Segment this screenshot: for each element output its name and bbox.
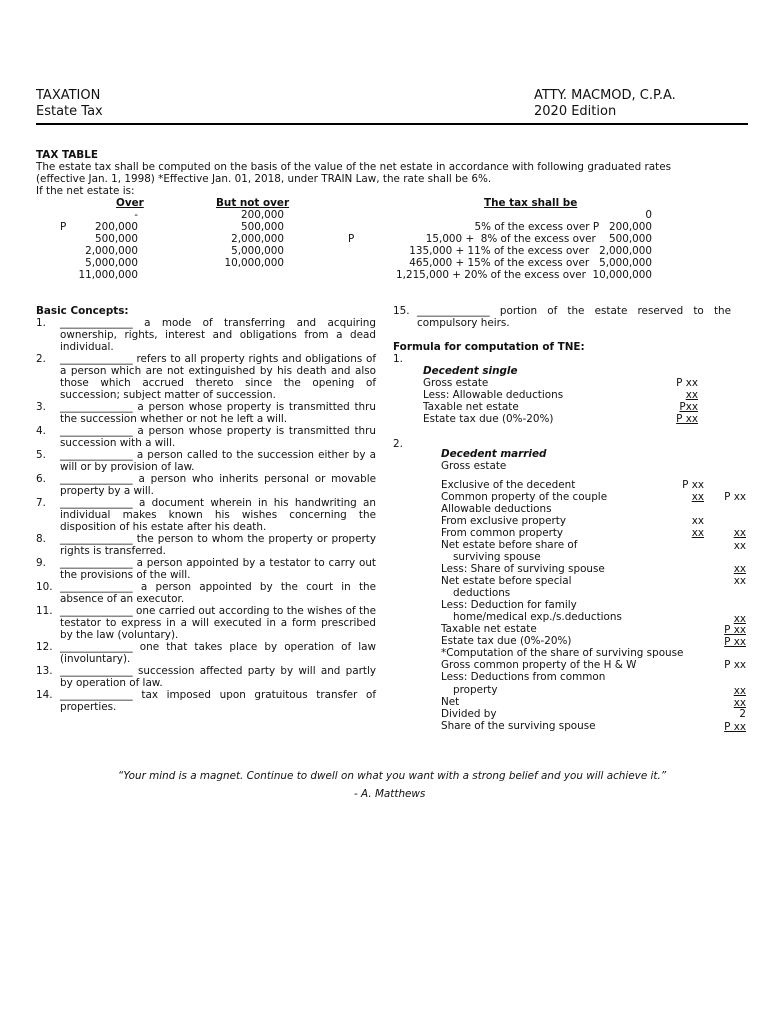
tax-row-tax: 0: [645, 209, 652, 221]
net-estate-before-special: Net estate before special: [441, 575, 572, 587]
tax-row-not-over: 200,000: [241, 209, 284, 221]
basic-concepts-list: [36, 317, 376, 713]
divided-by-value: 2: [739, 708, 746, 720]
less-share-label: Less: Share of surviving spouse: [441, 563, 605, 575]
header-rule: [36, 123, 748, 125]
tax-row-not-over: 2,000,000: [231, 233, 284, 245]
item-number: 15.: [393, 305, 410, 317]
item-text: ______________ tax imposed upon gratuitous transfer of properties.: [60, 689, 376, 713]
net-estate-before-share-value: xx: [733, 540, 746, 552]
item-number: 14.: [36, 689, 53, 701]
doc-topic: Estate Tax: [36, 104, 103, 119]
married-row-label: Exclusive of the decedent: [441, 479, 576, 491]
decedent-single-heading: Decedent single: [423, 365, 518, 377]
tax-row-over: 2,000,000: [85, 245, 138, 257]
divided-by-label: Divided by: [441, 708, 497, 720]
concept-item: [36, 533, 376, 557]
quote-text: “Your mind is a magnet. Continue to dwell on what you want with a strong belief and you will achieve it.”: [117, 770, 667, 782]
single-row-value: Pxx: [679, 401, 698, 413]
intro-line: The estate tax shall be computed on the basis of the value of the net estate in accordance with following graduated rates: [36, 161, 671, 173]
single-row-value: P xx: [676, 377, 698, 389]
concept-item: [36, 557, 376, 581]
item-number: 3.: [36, 401, 46, 413]
tax-row-over: 11,000,000: [78, 269, 138, 281]
single-row-label: Gross estate: [423, 377, 489, 389]
less-share-value: xx: [733, 563, 746, 575]
intro-line: If the net estate is:: [36, 185, 135, 197]
item-text: ______________ a document wherein in his handwriting an individual makes known his wishes concerning the disposition of his estate after his death.: [60, 497, 376, 533]
net-value: xx: [733, 697, 746, 709]
tax-row-not-over: 5,000,000: [231, 245, 284, 257]
married-row-col1: xx: [691, 527, 704, 539]
item-text: ______________ a person appointed by a testator to carry out the provisions of the will.: [60, 557, 376, 581]
tax-row-tax: 465,000 + 15% of the excess over 5,000,000: [409, 257, 652, 269]
quote-author: - A. Matthews: [354, 788, 426, 800]
col-over: Over: [116, 197, 144, 209]
col-but-not-over: But not over: [216, 197, 290, 209]
tax-row-tax: 1,215,000 + 20% of the excess over 10,000,000: [396, 269, 652, 281]
item-number: 7.: [36, 497, 46, 509]
item-number: 11.: [36, 605, 53, 617]
single-row-label: Less: Allowable deductions: [423, 389, 564, 401]
taxable-net-estate-label: Taxable net estate: [441, 623, 537, 635]
item-number: 13.: [36, 665, 53, 677]
concept-item: [36, 473, 376, 497]
computation-note: *Computation of the share of surviving spouse: [441, 647, 684, 659]
concept-item: [36, 605, 376, 641]
item-text: ______________ a person whose property is transmitted thru succession with a will.: [60, 425, 376, 449]
formula-number-1: 1.: [393, 353, 403, 365]
married-row-label: Allowable deductions: [441, 503, 552, 515]
tax-row-not-over: 500,000: [241, 221, 284, 233]
item-text: ______________ one that takes place by operation of law (involuntary).: [60, 641, 376, 665]
gross-common-value: P xx: [724, 659, 746, 671]
item-number: 9.: [36, 557, 46, 569]
estate-tax-due-label: Estate tax due (0%-20%): [441, 635, 572, 647]
deductions-label: deductions: [453, 587, 511, 599]
concept-item: [36, 497, 376, 533]
formula-number-2: 2.: [393, 438, 403, 450]
less-deduction-label: Less: Deduction for family: [441, 599, 577, 611]
concept-item: [36, 581, 376, 605]
less-deductions-common-label: Less: Deductions from common: [441, 671, 606, 683]
formula-heading: Formula for computation of TNE:: [393, 341, 585, 353]
header-left: [36, 88, 103, 120]
item-text: ______________ a person called to the succession either by a will or by provision of law.: [60, 449, 376, 473]
intro-line: (effective Jan. 1, 1998) *Effective Jan. 01, 2018, under TRAIN Law, the rate shall be 6%.: [36, 173, 492, 185]
item-text: ______________ a person whose property is transmitted thru the succession whether or not he left a will.: [60, 401, 376, 425]
concept-item: [36, 401, 376, 425]
tax-row-tax: 15,000 + 8% of the excess over 500,000: [425, 233, 652, 245]
single-row-label: Estate tax due (0%-20%): [423, 413, 554, 425]
doc-subject: TAXATION: [36, 88, 101, 103]
net-estate-before-share: Net estate before share of: [441, 539, 578, 551]
doc-edition: 2020 Edition: [534, 104, 617, 119]
concept-item: [36, 689, 376, 713]
item-text: ______________ one carried out according to the wishes of the testator to express in a will executed in a form prescribed by the law (voluntary).: [60, 605, 376, 641]
married-row-col1: xx: [691, 491, 704, 503]
net-estate-before-special-value: xx: [733, 575, 746, 587]
married-row-label: From exclusive property: [441, 515, 567, 527]
married-row-col1: xx: [691, 515, 704, 527]
item-number: 10.: [36, 581, 53, 593]
item-number: 12.: [36, 641, 53, 653]
tax-row-over: -: [134, 209, 138, 221]
married-row-label: From common property: [441, 527, 564, 539]
tax-row-over: 5,000,000: [85, 257, 138, 269]
married-row-col2: xx: [733, 527, 746, 539]
single-row-value: xx: [685, 389, 698, 401]
item-number: 2.: [36, 353, 46, 365]
estate-tax-due-value: P xx: [724, 636, 746, 648]
share-surviving-label: Share of the surviving spouse: [441, 720, 596, 732]
concept-item: [36, 317, 376, 353]
taxable-net-estate-value: P xx: [724, 624, 746, 636]
tax-table-heading: TAX TABLE: [36, 149, 98, 161]
item-text: ______________ refers to all property rights and obligations of a person which are not extinguished by his death and also those which accrued thereto since the opening of succession; subject matter of succession.: [60, 353, 376, 401]
decedent-married-heading: Decedent married: [441, 448, 547, 460]
header-right: [534, 88, 676, 120]
home-medical-label: home/medical exp./s.deductions: [453, 611, 622, 623]
single-row-value: P xx: [676, 413, 698, 425]
item-number: 4.: [36, 425, 46, 437]
share-surviving-value: P xx: [724, 721, 746, 733]
concept-item: [36, 425, 376, 449]
home-medical-value: xx: [733, 613, 746, 625]
concept-item: [36, 641, 376, 665]
tax-row-over: 200,000: [95, 221, 138, 233]
item-text: ______________ portion of the estate reserved to the compulsory heirs.: [417, 305, 731, 329]
tax-row-not-over: 10,000,000: [224, 257, 284, 269]
married-row-label: Common property of the couple: [441, 491, 608, 503]
item-text: ______________ a person appointed by the court in the absence of an executor.: [60, 581, 376, 605]
gross-common-label: Gross common property of the H & W: [441, 659, 637, 671]
concept-item: [36, 665, 376, 689]
tax-row-over: 500,000: [95, 233, 138, 245]
single-row-label: Taxable net estate: [423, 401, 519, 413]
tax-row-tax: 135,000 + 11% of the excess over 2,000,000: [409, 245, 652, 257]
item-number: 1.: [36, 317, 46, 329]
item-text: ______________ the person to whom the property or property rights is transferred.: [60, 533, 376, 557]
concept-item-15: [393, 305, 731, 329]
item-number: 8.: [36, 533, 46, 545]
item-number: 5.: [36, 449, 46, 461]
doc-author: ATTY. MACMOD, C.P.A.: [534, 88, 676, 103]
property-value: xx: [733, 685, 746, 697]
property-label: property: [453, 684, 498, 696]
married-row-col2: P xx: [724, 491, 746, 503]
surviving-spouse-label: surviving spouse: [453, 551, 541, 563]
tax-row-tax: 5% of the excess over P 200,000: [474, 221, 652, 233]
tax-row-peso-sign: P: [60, 221, 67, 233]
item-number: 6.: [36, 473, 46, 485]
gross-estate-label: Gross estate: [441, 460, 507, 472]
married-row-col1: P xx: [682, 479, 704, 491]
concept-item: [36, 353, 376, 401]
item-text: ______________ succession affected party by will and partly by operation of law.: [60, 665, 376, 689]
concept-item: [36, 449, 376, 473]
tax-row-peso-sign-2: P: [348, 233, 355, 245]
item-text: ______________ a person who inherits personal or movable property by a will.: [60, 473, 376, 497]
basic-concepts-heading: Basic Concepts:: [36, 305, 129, 317]
tax-table-intro: [36, 161, 748, 197]
item-text: ______________ a mode of transferring and acquiring ownership, rights, interest and obligations from a dead individual.: [60, 317, 376, 353]
col-tax: The tax shall be: [484, 197, 578, 209]
net-label: Net: [441, 696, 460, 708]
